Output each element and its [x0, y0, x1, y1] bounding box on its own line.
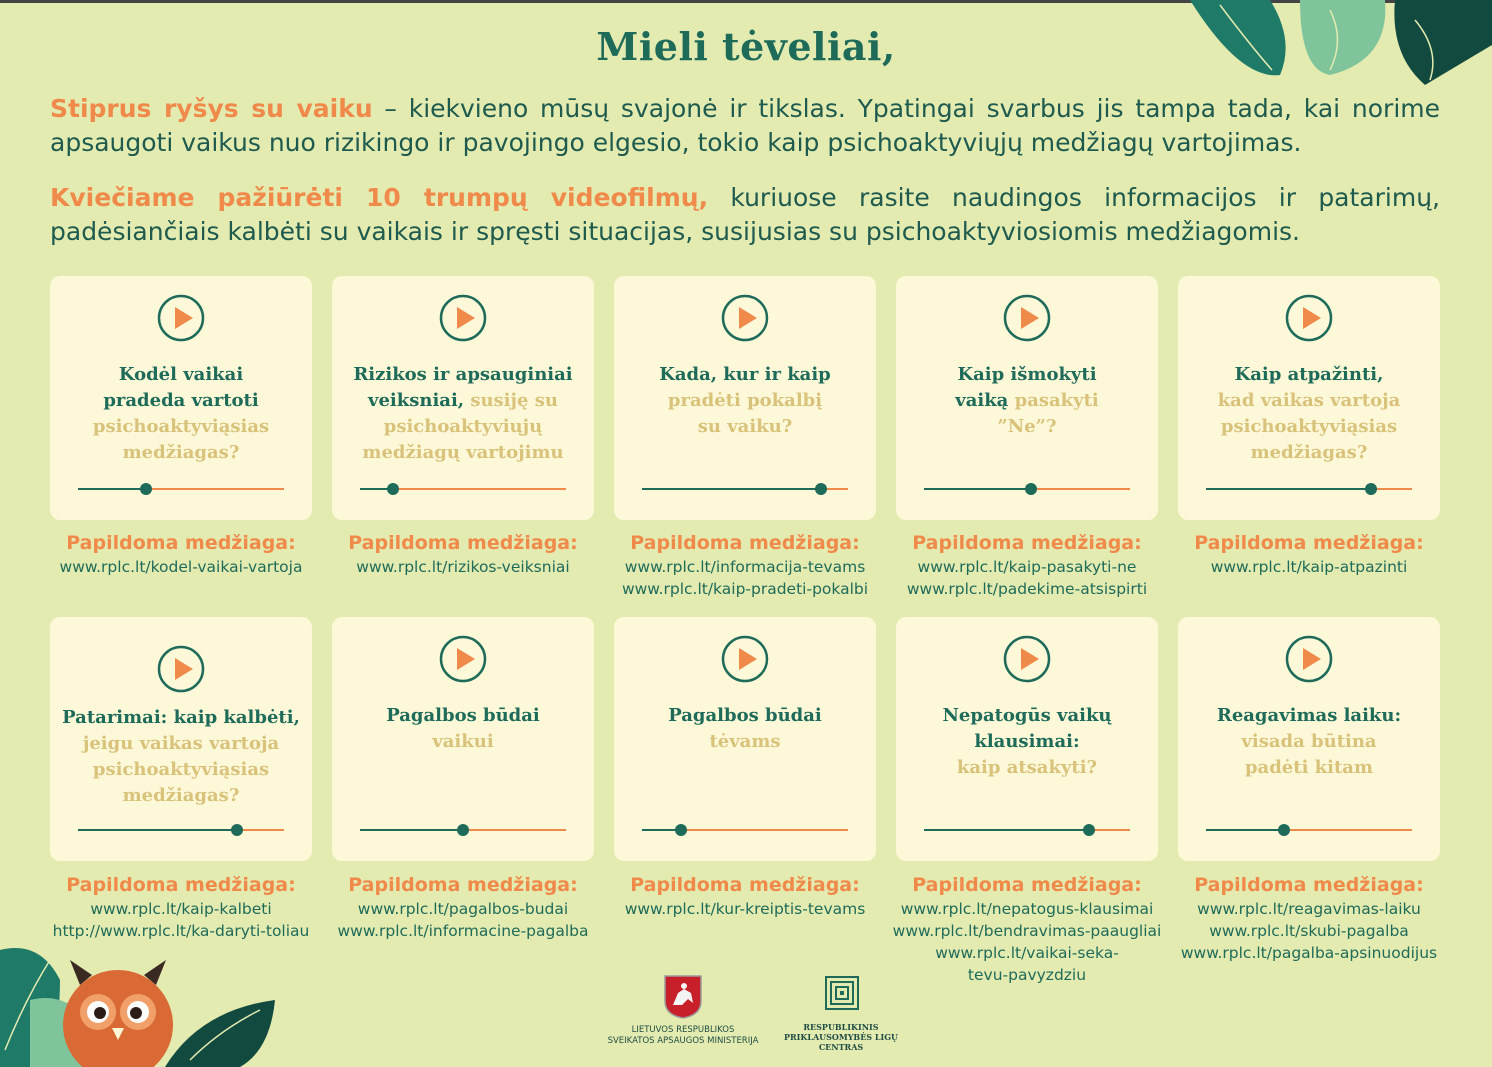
- video-title: [60, 362, 302, 466]
- video-title-line: medžiagų vartojimu: [362, 442, 564, 463]
- video-title: [624, 362, 866, 440]
- material-link[interactable]: www.rplc.lt/nepatogus-klausimai: [900, 900, 1154, 918]
- video-title-line: tėvams: [709, 731, 781, 752]
- video-title-line: klausimai:: [974, 731, 1080, 752]
- video-title-line: medžiagas?: [122, 442, 240, 463]
- progress-knob[interactable]: [815, 483, 827, 495]
- video-title-line: pradeda vartoti: [103, 390, 259, 411]
- progress-knob[interactable]: [231, 824, 243, 836]
- center-line-3: CENTRAS: [818, 1042, 864, 1052]
- video-title-line: [906, 388, 1148, 414]
- video-card[interactable]: [332, 276, 594, 520]
- video-title-line: psichoaktyviąsias: [92, 759, 270, 780]
- play-icon[interactable]: [157, 645, 205, 693]
- video-title: [906, 362, 1148, 440]
- page-title: Mieli tėveliai,: [596, 24, 896, 69]
- video-title-line: visada būtina: [1241, 731, 1377, 752]
- video-title-light: susiję su: [464, 390, 558, 411]
- ministry-line-2: SVEIKATOS APSAUGOS MINISTERIJA: [607, 1036, 759, 1046]
- progress-remaining: [1371, 488, 1412, 490]
- center-line-2: PRIKLAUSOMYBĖS LIGŲ: [783, 1032, 899, 1042]
- material-link[interactable]: www.rplc.lt/kaip-kalbeti: [90, 900, 272, 918]
- video-title: [906, 703, 1148, 781]
- progress-played: [924, 488, 1031, 490]
- video-card[interactable]: [50, 276, 312, 520]
- video-title-line: Reagavimas laiku:: [1216, 705, 1402, 726]
- video-title-line: jeigu vaikas vartoja: [82, 733, 280, 754]
- play-icon[interactable]: [1285, 635, 1333, 683]
- center-line-1: RESPUBLIKINIS: [803, 1022, 879, 1032]
- video-title-light: pasakyti: [1008, 390, 1099, 411]
- video-title-line: Pagalbos būdai: [386, 705, 540, 726]
- video-card[interactable]: [614, 276, 876, 520]
- intro-highlight-2: Kviečiame pažiūrėti 10 trumpų videofilmų,: [50, 183, 709, 212]
- additional-material: [36, 872, 326, 942]
- video-title-line: medžiagas?: [122, 785, 240, 806]
- video-title-dark: vaiką: [955, 390, 1009, 411]
- progress-remaining: [1284, 829, 1412, 831]
- progress-played: [1206, 488, 1371, 490]
- additional-material: [600, 530, 890, 600]
- additional-material: [882, 530, 1172, 600]
- video-title: [1188, 703, 1430, 781]
- progress-played: [642, 488, 821, 490]
- additional-material: [1164, 872, 1454, 964]
- additional-material-label: Papildoma medžiaga:: [66, 874, 296, 896]
- video-title-dark: veiksniai,: [368, 390, 465, 411]
- video-title-line: vaikui: [432, 731, 494, 752]
- intro-text-2: kuriuose rasite naudingos informacijos ir patarimų, padėsiančiais kalbėti su vaikais ir spręsti situacijas, susijusias su psichoaktyviosiomis medžiagomis.: [50, 183, 1440, 246]
- video-title-line: medžiagas?: [1250, 442, 1368, 463]
- progress-played: [1206, 829, 1284, 831]
- material-link[interactable]: www.rplc.lt/pagalbos-budai: [357, 900, 569, 918]
- material-link[interactable]: www.rplc.lt/kur-kreiptis-tevams: [624, 900, 866, 918]
- progress-remaining: [681, 829, 848, 831]
- video-progress-slider[interactable]: [924, 824, 1130, 836]
- material-link[interactable]: www.rplc.lt/pagalba-apsinuodijus: [1180, 944, 1438, 962]
- video-title-line: psichoaktyviąsias: [92, 416, 270, 437]
- ministry-name: [588, 1025, 778, 1047]
- progress-knob[interactable]: [140, 483, 152, 495]
- material-link[interactable]: www.rplc.lt/informacija-tevams: [624, 558, 866, 576]
- material-link[interactable]: http://www.rplc.lt/ka-daryti-toliau: [52, 922, 310, 940]
- additional-material-label: Papildoma medžiaga:: [1194, 874, 1424, 896]
- video-title-line: su vaiku?: [697, 416, 793, 437]
- play-icon[interactable]: [1285, 294, 1333, 342]
- video-title-line: Pagalbos būdai: [668, 705, 822, 726]
- progress-remaining: [1089, 829, 1130, 831]
- progress-remaining: [146, 488, 284, 490]
- progress-played: [360, 829, 463, 831]
- progress-knob[interactable]: [457, 824, 469, 836]
- video-card[interactable]: [50, 617, 312, 861]
- play-icon[interactable]: [439, 294, 487, 342]
- owl-decoration: [0, 940, 290, 1067]
- video-title-line: Kaip atpažinti,: [1234, 364, 1384, 385]
- play-icon[interactable]: [721, 294, 769, 342]
- progress-knob[interactable]: [675, 824, 687, 836]
- video-title-line: Kodėl vaikai: [118, 364, 244, 385]
- video-progress-slider[interactable]: [360, 824, 566, 836]
- material-link[interactable]: www.rplc.lt/kaip-pasakyti-ne: [917, 558, 1137, 576]
- material-link[interactable]: www.rplc.lt/kaip-atpazinti: [1210, 558, 1408, 576]
- intro-text-1: – kiekvieno mūsų svajonė ir tikslas. Ypatingai svarbus jis tampa tada, kai norime apsaugoti vaikus nuo rizikingo ir pavojingo elgesio, tokio kaip psichoaktyviųjų medžiagų vartojimas.: [50, 94, 1441, 157]
- material-link[interactable]: www.rplc.lt/bendravimas-paaugliai: [892, 922, 1162, 940]
- video-title: [1188, 362, 1430, 466]
- additional-material-label: Papildoma medžiaga:: [630, 532, 860, 554]
- material-link[interactable]: www.rplc.lt/kaip-pradeti-pokalbi: [621, 580, 869, 598]
- progress-knob[interactable]: [1025, 483, 1037, 495]
- intro-paragraph-2: [50, 181, 1440, 249]
- material-link[interactable]: www.rplc.lt/kodel-vaikai-vartoja: [59, 558, 303, 576]
- video-progress-slider[interactable]: [642, 824, 848, 836]
- video-title-line: Kada, kur ir kaip: [659, 364, 831, 385]
- video-progress-slider[interactable]: [1206, 824, 1412, 836]
- progress-remaining: [463, 829, 566, 831]
- additional-material: [36, 530, 326, 578]
- progress-knob[interactable]: [1083, 824, 1095, 836]
- material-link[interactable]: www.rplc.lt/skubi-pagalba: [1209, 922, 1409, 940]
- play-icon[interactable]: [1003, 635, 1051, 683]
- intro-highlight-1: Stiprus ryšys su vaiku: [50, 94, 373, 123]
- video-title-line: [342, 388, 584, 414]
- progress-knob[interactable]: [1278, 824, 1290, 836]
- material-link[interactable]: tevu-pavyzdziu: [967, 966, 1087, 984]
- additional-material-label: Papildoma medžiaga:: [1194, 532, 1424, 554]
- video-title-line: kad vaikas vartoja: [1217, 390, 1401, 411]
- video-card[interactable]: [1178, 276, 1440, 520]
- video-progress-slider[interactable]: [78, 824, 284, 836]
- addiction-center-name: [782, 1022, 900, 1052]
- additional-material-label: Papildoma medžiaga:: [912, 874, 1142, 896]
- additional-material: [882, 872, 1172, 986]
- progress-remaining: [1031, 488, 1130, 490]
- video-title-line: psichoaktyviųjų: [383, 416, 543, 437]
- play-icon[interactable]: [721, 635, 769, 683]
- video-progress-slider[interactable]: [1206, 483, 1412, 495]
- video-title-line: ”Ne”?: [997, 416, 1057, 437]
- additional-material-label: Papildoma medžiaga:: [630, 874, 860, 896]
- video-card[interactable]: [1178, 617, 1440, 861]
- video-card[interactable]: [614, 617, 876, 861]
- progress-played: [924, 829, 1089, 831]
- additional-material-label: Papildoma medžiaga:: [66, 532, 296, 554]
- video-title: [342, 362, 584, 466]
- video-title-line: Nepatogūs vaikų: [942, 705, 1112, 726]
- material-link[interactable]: www.rplc.lt/padekime-atsispirti: [906, 580, 1148, 598]
- video-title-line: pradėti pokalbį: [667, 390, 823, 411]
- video-title-line: Patarimai: kaip kalbėti,: [62, 707, 300, 728]
- play-icon[interactable]: [1003, 294, 1051, 342]
- additional-material: [318, 530, 608, 578]
- video-card[interactable]: [332, 617, 594, 861]
- addiction-center-logo-icon: [825, 976, 859, 1010]
- play-icon[interactable]: [439, 635, 487, 683]
- progress-played: [78, 829, 237, 831]
- video-title-line: Kaip išmokyti: [957, 364, 1097, 385]
- play-icon[interactable]: [157, 294, 205, 342]
- progress-played: [78, 488, 146, 490]
- video-progress-slider[interactable]: [78, 483, 284, 495]
- video-title-line: Rizikos ir apsauginiai: [353, 364, 573, 385]
- material-link[interactable]: www.rplc.lt/vaikai-seka-: [935, 944, 1119, 962]
- additional-material: [318, 872, 608, 942]
- video-progress-slider[interactable]: [360, 483, 566, 495]
- video-title-line: kaip atsakyti?: [956, 757, 1098, 778]
- progress-remaining: [237, 829, 284, 831]
- video-progress-slider[interactable]: [924, 483, 1130, 495]
- video-title-line: psichoaktyviąsias: [1220, 416, 1398, 437]
- video-title: [624, 703, 866, 755]
- material-link[interactable]: www.rplc.lt/informacine-pagalba: [337, 922, 589, 940]
- additional-material-label: Papildoma medžiaga:: [348, 532, 578, 554]
- video-title-line: padėti kitam: [1244, 757, 1374, 778]
- video-title: [60, 705, 302, 809]
- material-link[interactable]: www.rplc.lt/reagavimas-laiku: [1197, 900, 1421, 918]
- additional-material: [600, 872, 890, 920]
- progress-knob[interactable]: [1365, 483, 1377, 495]
- ministry-line-1: LIETUVOS RESPUBLIKOS: [631, 1025, 735, 1035]
- intro-paragraph-1: [50, 92, 1440, 160]
- video-progress-slider[interactable]: [642, 483, 848, 495]
- progress-knob[interactable]: [387, 483, 399, 495]
- additional-material-label: Papildoma medžiaga:: [912, 532, 1142, 554]
- progress-remaining: [393, 488, 566, 490]
- material-link[interactable]: www.rplc.lt/rizikos-veiksniai: [356, 558, 570, 576]
- video-title: [342, 703, 584, 755]
- video-card[interactable]: [896, 276, 1158, 520]
- additional-material: [1164, 530, 1454, 578]
- additional-material-label: Papildoma medžiaga:: [348, 874, 578, 896]
- video-card[interactable]: [896, 617, 1158, 861]
- ministry-coat-of-arms-icon: [664, 975, 702, 1019]
